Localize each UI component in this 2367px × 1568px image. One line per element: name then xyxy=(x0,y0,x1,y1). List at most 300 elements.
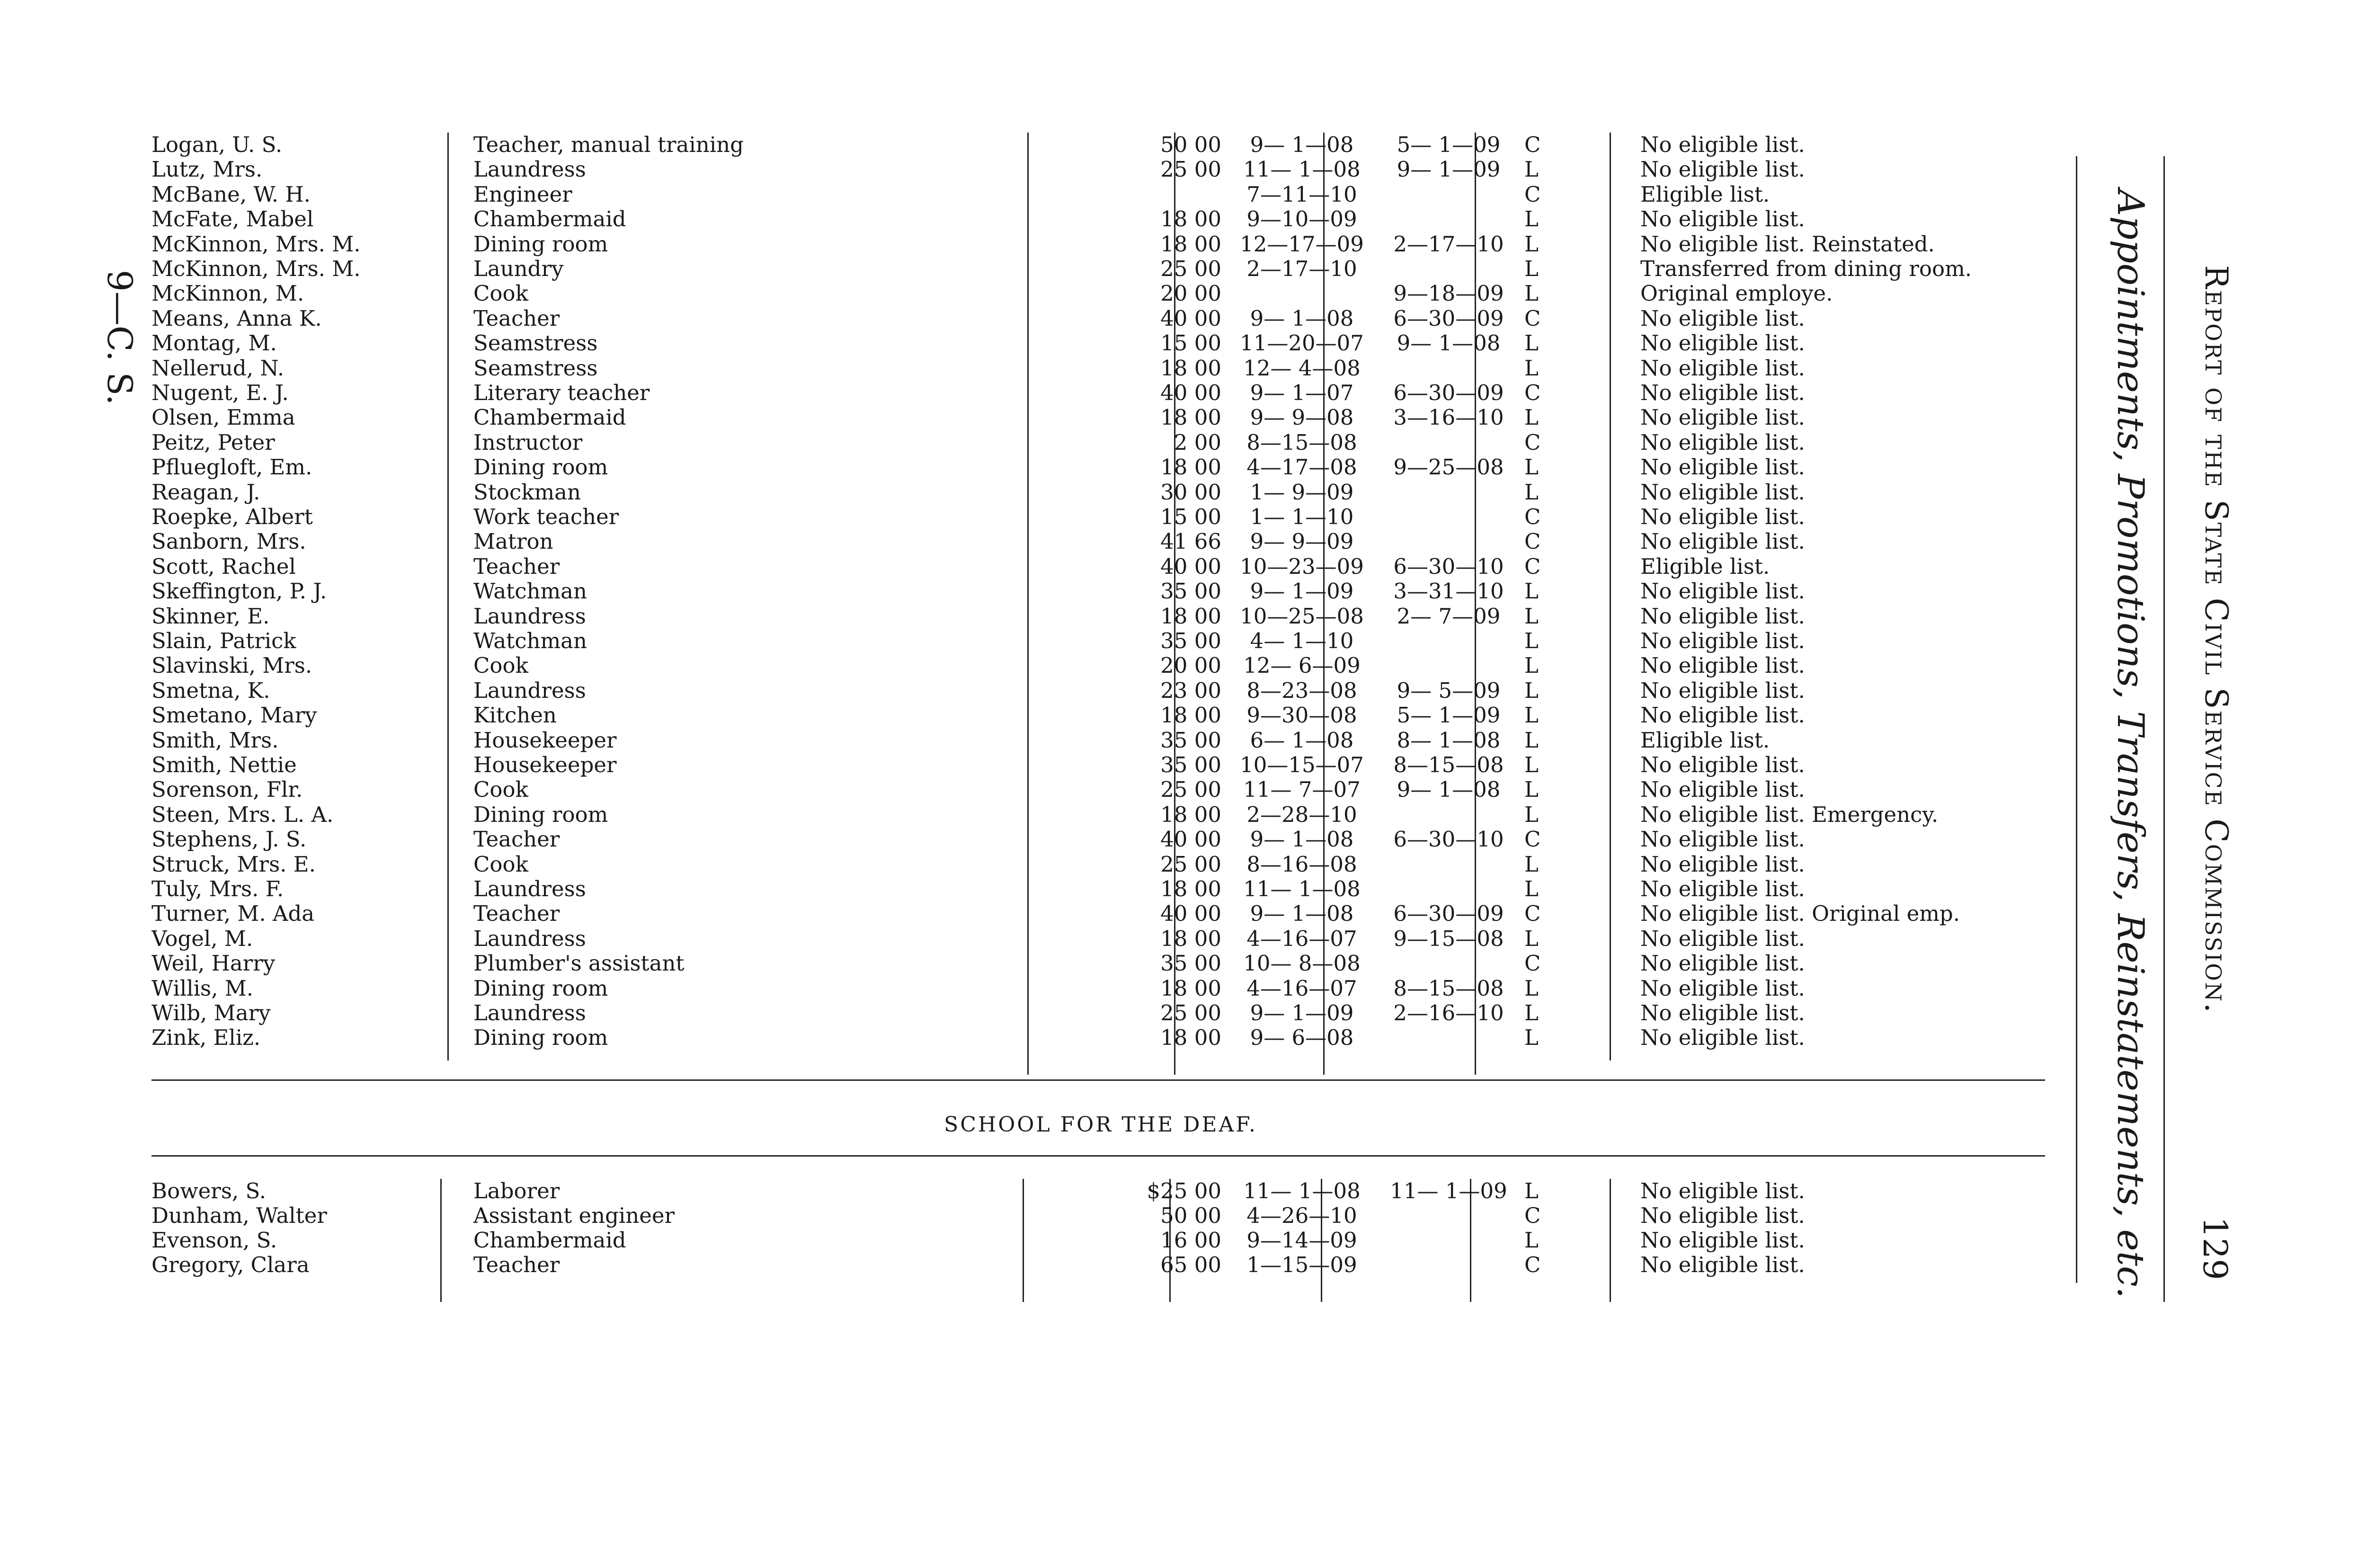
classification: C xyxy=(1524,827,1541,852)
table-row xyxy=(142,604,2059,629)
employee-name: Nellerud, N. xyxy=(151,356,285,381)
employee-name: McFate, Mabel xyxy=(151,207,314,232)
appointment-date: 9— 9—08 xyxy=(1250,405,1354,430)
remark: No eligible list. xyxy=(1640,356,1805,381)
margin-rule xyxy=(2076,156,2077,1283)
position-title: Seamstress xyxy=(473,356,598,381)
employee-name: Lutz, Mrs. xyxy=(151,157,263,182)
salary-amount: 18 00 xyxy=(1160,802,1221,827)
remark: No eligible list. xyxy=(1640,480,1805,505)
salary-amount: 20 00 xyxy=(1160,653,1221,678)
appointment-date: 8—23—08 xyxy=(1246,678,1357,703)
classification: L xyxy=(1524,678,1539,703)
classification: L xyxy=(1524,777,1539,802)
table-row xyxy=(142,529,2059,554)
remark: No eligible list. xyxy=(1640,1228,1805,1253)
appointment-date: 4—26—10 xyxy=(1246,1203,1357,1228)
section-title: SCHOOL FOR THE DEAF. xyxy=(944,1113,1257,1137)
table-row xyxy=(142,207,2059,232)
employee-name: Gregory, Clara xyxy=(151,1253,310,1277)
employee-name: Smetano, Mary xyxy=(151,703,317,728)
table-row xyxy=(142,455,2059,480)
separation-date: 2—16—10 xyxy=(1393,1001,1504,1025)
classification: C xyxy=(1524,505,1541,529)
section-rule xyxy=(151,1155,2045,1157)
classification: L xyxy=(1524,976,1539,1001)
separation-date: 8— 1—08 xyxy=(1397,728,1501,753)
table-row xyxy=(142,827,2059,852)
remark: No eligible list. xyxy=(1640,157,1805,182)
salary-amount: 18 00 xyxy=(1160,604,1221,629)
remark: No eligible list. xyxy=(1640,629,1805,653)
separation-date: 5— 1—09 xyxy=(1397,133,1501,157)
salary-amount: 40 00 xyxy=(1160,827,1221,852)
running-title: Report of the State Civil Service Commission. xyxy=(2198,265,2234,1015)
remark: No eligible list. xyxy=(1640,505,1805,529)
salary-amount: 18 00 xyxy=(1160,1025,1221,1051)
salary-amount: 25 00 xyxy=(1160,852,1221,877)
salary-amount: 18 00 xyxy=(1160,455,1221,480)
separation-date: 9—15—08 xyxy=(1393,926,1504,951)
remark: No eligible list. xyxy=(1640,381,1805,405)
appointment-date: 10— 8—08 xyxy=(1243,951,1361,976)
remark: No eligible list. xyxy=(1640,1001,1805,1025)
employee-name: Struck, Mrs. E. xyxy=(151,852,316,877)
table-row xyxy=(142,579,2059,604)
table-row xyxy=(142,480,2059,505)
position-title: Laundress xyxy=(473,1001,586,1025)
remark: Eligible list. xyxy=(1640,554,1770,579)
separation-date: 3—31—10 xyxy=(1393,579,1504,604)
classification: L xyxy=(1524,331,1539,356)
appointment-date: 11—20—07 xyxy=(1240,331,1364,356)
appointment-date: 9—30—08 xyxy=(1246,703,1357,728)
position-title: Laundress xyxy=(473,678,586,703)
salary-amount: 20 00 xyxy=(1160,281,1221,306)
classification: L xyxy=(1524,1025,1539,1051)
table-row xyxy=(142,852,2059,877)
salary-amount: 18 00 xyxy=(1160,232,1221,257)
separation-date: 3—16—10 xyxy=(1393,405,1504,430)
appointment-date: 4—16—07 xyxy=(1246,976,1357,1001)
classification: C xyxy=(1524,306,1541,331)
appointment-date: 6— 1—08 xyxy=(1250,728,1354,753)
running-subtitle: Appointments, Promotions, Transfers, Reinstatements, etc. xyxy=(2109,189,2152,1299)
salary-amount: 50 00 xyxy=(1160,1203,1221,1228)
position-title: Dining room xyxy=(473,1025,608,1051)
position-title: Cook xyxy=(473,653,528,678)
classification: L xyxy=(1524,579,1539,604)
employee-name: Sanborn, Mrs. xyxy=(151,529,306,554)
classification: L xyxy=(1524,728,1539,753)
classification: C xyxy=(1524,901,1541,927)
position-title: Teacher xyxy=(473,901,560,927)
remark: No eligible list. xyxy=(1640,1203,1805,1228)
position-title: Laundry xyxy=(473,257,564,281)
remark: No eligible list. xyxy=(1640,455,1805,480)
separation-date: 6—30—09 xyxy=(1393,901,1504,927)
appointment-date: 12—17—09 xyxy=(1240,232,1364,257)
employee-name: Turner, M. Ada xyxy=(151,901,315,927)
classification: C xyxy=(1524,1253,1541,1277)
salary-amount: 18 00 xyxy=(1160,976,1221,1001)
salary-amount: 65 00 xyxy=(1160,1253,1221,1277)
classification: L xyxy=(1524,753,1539,777)
position-title: Housekeeper xyxy=(473,728,617,753)
appointment-date: 8—15—08 xyxy=(1246,430,1357,455)
salary-amount: 40 00 xyxy=(1160,901,1221,927)
employee-name: Tuly, Mrs. F. xyxy=(151,877,284,901)
remark: No eligible list. xyxy=(1640,306,1805,331)
separation-date: 8—15—08 xyxy=(1393,753,1504,777)
employee-name: Skinner, E. xyxy=(151,604,270,629)
position-title: Assistant engineer xyxy=(473,1203,675,1228)
table-row xyxy=(142,356,2059,381)
classification: C xyxy=(1524,1203,1541,1228)
table-row xyxy=(142,1253,2059,1277)
salary-amount: $25 00 xyxy=(1147,1179,1221,1203)
remark: No eligible list. xyxy=(1640,207,1805,232)
remark: No eligible list. Emergency. xyxy=(1640,802,1939,827)
employee-name: Skeffington, P. J. xyxy=(151,579,327,604)
appointments-table xyxy=(142,133,2059,1075)
salary-amount: 23 00 xyxy=(1160,678,1221,703)
employee-name: Willis, M. xyxy=(151,976,254,1001)
separation-date: 6—30—10 xyxy=(1393,554,1504,579)
employee-name: Vogel, M. xyxy=(151,926,253,951)
employee-name: McKinnon, M. xyxy=(151,281,304,306)
table-row xyxy=(142,281,2059,306)
employee-name: Bowers, S. xyxy=(151,1179,267,1203)
classification: L xyxy=(1524,1001,1539,1025)
separation-date: 5— 1—09 xyxy=(1397,703,1501,728)
position-title: Dining room xyxy=(473,976,608,1001)
position-title: Teacher, manual training xyxy=(473,133,744,157)
separation-date: 2—17—10 xyxy=(1393,232,1504,257)
classification: L xyxy=(1524,480,1539,505)
table-row xyxy=(142,182,2059,207)
remark: No eligible list. xyxy=(1640,976,1805,1001)
classification: L xyxy=(1524,629,1539,653)
classification: L xyxy=(1524,281,1539,306)
separation-date: 11— 1—09 xyxy=(1390,1179,1507,1203)
table-row xyxy=(142,629,2059,653)
salary-amount: 18 00 xyxy=(1160,207,1221,232)
position-title: Watchman xyxy=(473,629,587,653)
table-row xyxy=(142,777,2059,802)
salary-amount: 40 00 xyxy=(1160,381,1221,405)
position-title: Seamstress xyxy=(473,331,598,356)
appointment-date: 11— 1—08 xyxy=(1243,157,1361,182)
appointment-date: 4— 1—10 xyxy=(1250,629,1354,653)
remark: No eligible list. xyxy=(1640,1025,1805,1051)
classification: L xyxy=(1524,455,1539,480)
employee-name: Steen, Mrs. L. A. xyxy=(151,802,334,827)
salary-amount: 25 00 xyxy=(1160,257,1221,281)
position-title: Teacher xyxy=(473,306,560,331)
employee-name: McKinnon, Mrs. M. xyxy=(151,257,361,281)
position-title: Work teacher xyxy=(473,505,619,529)
table-row xyxy=(142,554,2059,579)
remark: No eligible list. xyxy=(1640,678,1805,703)
remark: No eligible list. xyxy=(1640,827,1805,852)
employee-name: Sorenson, Flr. xyxy=(151,777,303,802)
salary-amount: 18 00 xyxy=(1160,703,1221,728)
table-row xyxy=(142,1179,2059,1203)
employee-name: McKinnon, Mrs. M. xyxy=(151,232,361,257)
position-title: Teacher xyxy=(473,554,560,579)
salary-amount: 41 66 xyxy=(1160,529,1221,554)
appointment-date: 9— 6—08 xyxy=(1250,1025,1354,1051)
employee-name: Roepke, Albert xyxy=(151,505,313,529)
employee-name: Olsen, Emma xyxy=(151,405,295,430)
margin-rule xyxy=(2163,156,2165,1302)
employee-name: Wilb, Mary xyxy=(151,1001,271,1025)
remark: No eligible list. Reinstated. xyxy=(1640,232,1935,257)
remark: Transferred from dining room. xyxy=(1640,257,1972,281)
table-row xyxy=(142,927,2059,951)
classification: L xyxy=(1524,604,1539,629)
appointment-date: 9— 1—08 xyxy=(1250,133,1354,157)
remark: No eligible list. xyxy=(1640,653,1805,678)
table-row xyxy=(142,430,2059,455)
salary-amount: 16 00 xyxy=(1160,1228,1221,1253)
position-title: Dining room xyxy=(473,455,608,480)
remark: No eligible list. xyxy=(1640,331,1805,356)
employee-name: Montag, M. xyxy=(151,331,277,356)
salary-amount: 35 00 xyxy=(1160,728,1221,753)
employee-name: Stephens, J. S. xyxy=(151,827,307,852)
employee-name: Logan, U. S. xyxy=(151,133,283,157)
classification: L xyxy=(1524,356,1539,381)
classification: C xyxy=(1524,951,1541,976)
table-row xyxy=(142,753,2059,777)
salary-amount: 2 00 xyxy=(1174,430,1221,455)
position-title: Stockman xyxy=(473,480,581,505)
remark: No eligible list. xyxy=(1640,529,1805,554)
salary-amount: 25 00 xyxy=(1160,1001,1221,1025)
position-title: Chambermaid xyxy=(473,1228,626,1253)
classification: L xyxy=(1524,653,1539,678)
table-row xyxy=(142,306,2059,331)
position-title: Cook xyxy=(473,281,528,306)
position-title: Laundress xyxy=(473,157,586,182)
remark: No eligible list. Original emp. xyxy=(1640,901,1960,927)
table-row xyxy=(142,951,2059,976)
classification: L xyxy=(1524,157,1539,182)
remark: Eligible list. xyxy=(1640,182,1770,207)
position-title: Housekeeper xyxy=(473,753,617,777)
appointment-date: 1—15—09 xyxy=(1246,1253,1357,1277)
appointment-date: 9— 1—09 xyxy=(1250,1001,1354,1025)
position-title: Dining room xyxy=(473,802,608,827)
remark: No eligible list. xyxy=(1640,1179,1805,1203)
classification: L xyxy=(1524,1228,1539,1253)
appointment-date: 11— 1—08 xyxy=(1243,877,1361,901)
salary-amount: 18 00 xyxy=(1160,926,1221,951)
salary-amount: 18 00 xyxy=(1160,405,1221,430)
table-row xyxy=(142,232,2059,257)
separation-date: 6—30—09 xyxy=(1393,381,1504,405)
appointment-date: 11— 1—08 xyxy=(1243,1179,1361,1203)
position-title: Dining room xyxy=(473,232,608,257)
table-row xyxy=(142,678,2059,703)
remark: Original employe. xyxy=(1640,281,1833,306)
remark: No eligible list. xyxy=(1640,1253,1805,1277)
appointment-date: 12— 4—08 xyxy=(1243,356,1361,381)
position-title: Chambermaid xyxy=(473,405,626,430)
salary-amount: 15 00 xyxy=(1160,331,1221,356)
remark: No eligible list. xyxy=(1640,877,1805,901)
remark: No eligible list. xyxy=(1640,926,1805,951)
appointment-date: 9— 1—08 xyxy=(1250,306,1354,331)
table-row xyxy=(142,133,2059,157)
position-title: Plumber's assistant xyxy=(473,951,685,976)
salary-amount: 35 00 xyxy=(1160,951,1221,976)
salary-amount: 18 00 xyxy=(1160,877,1221,901)
salary-amount: 30 00 xyxy=(1160,480,1221,505)
separation-date: 9— 1—09 xyxy=(1397,157,1501,182)
signature-mark: 9—C. S. xyxy=(100,270,140,405)
separation-date: 8—15—08 xyxy=(1393,976,1504,1001)
salary-amount: 35 00 xyxy=(1160,629,1221,653)
table-row xyxy=(142,1203,2059,1228)
employee-name: McBane, W. H. xyxy=(151,182,311,207)
classification: L xyxy=(1524,877,1539,901)
position-title: Laborer xyxy=(473,1179,560,1203)
employee-name: Weil, Harry xyxy=(151,951,276,976)
appointment-date: 1— 9—09 xyxy=(1250,480,1354,505)
salary-amount: 18 00 xyxy=(1160,356,1221,381)
table-row xyxy=(142,157,2059,182)
position-title: Chambermaid xyxy=(473,207,626,232)
salary-amount: 40 00 xyxy=(1160,306,1221,331)
separation-date: 9—18—09 xyxy=(1393,281,1504,306)
table-row xyxy=(142,877,2059,901)
table-row xyxy=(142,257,2059,281)
appointment-date: 7—11—10 xyxy=(1246,182,1357,207)
appointment-date: 10—25—08 xyxy=(1240,604,1364,629)
separation-date: 9— 1—08 xyxy=(1397,331,1501,356)
position-title: Teacher xyxy=(473,1253,560,1277)
salary-amount: 35 00 xyxy=(1160,753,1221,777)
classification: C xyxy=(1524,182,1541,207)
classification: L xyxy=(1524,1179,1539,1203)
remark: No eligible list. xyxy=(1640,430,1805,455)
salary-amount: 50 00 xyxy=(1160,133,1221,157)
position-title: Engineer xyxy=(473,182,572,207)
remark: No eligible list. xyxy=(1640,405,1805,430)
position-title: Laundress xyxy=(473,877,586,901)
position-title: Instructor xyxy=(473,430,583,455)
employee-name: Scott, Rachel xyxy=(151,554,296,579)
salary-amount: 35 00 xyxy=(1160,579,1221,604)
appointment-date: 12— 6—09 xyxy=(1243,653,1361,678)
separation-date: 2— 7—09 xyxy=(1397,604,1501,629)
separation-date: 9— 5—09 xyxy=(1397,678,1501,703)
separation-date: 9— 1—08 xyxy=(1397,777,1501,802)
appointment-date: 10—23—09 xyxy=(1240,554,1364,579)
employee-name: Smetna, K. xyxy=(151,678,270,703)
employee-name: Smith, Nettie xyxy=(151,753,297,777)
classification: L xyxy=(1524,257,1539,281)
table-row xyxy=(142,405,2059,430)
employee-name: Zink, Eliz. xyxy=(151,1025,261,1051)
classification: C xyxy=(1524,430,1541,455)
position-title: Kitchen xyxy=(473,703,557,728)
classification: L xyxy=(1524,926,1539,951)
table-row xyxy=(142,901,2059,926)
appointment-date: 4—16—07 xyxy=(1246,926,1357,951)
salary-amount: 40 00 xyxy=(1160,554,1221,579)
employee-name: Slavinski, Mrs. xyxy=(151,653,312,678)
position-title: Laundress xyxy=(473,604,586,629)
separation-date: 9—25—08 xyxy=(1393,455,1504,480)
appointment-date: 8—16—08 xyxy=(1246,852,1357,877)
classification: L xyxy=(1524,207,1539,232)
position-title: Laundress xyxy=(473,926,586,951)
remark: No eligible list. xyxy=(1640,703,1805,728)
table-row xyxy=(142,1025,2059,1050)
remark: No eligible list. xyxy=(1640,133,1805,157)
employee-name: Nugent, E. J. xyxy=(151,381,289,405)
classification: L xyxy=(1524,405,1539,430)
appointment-date: 9— 1—07 xyxy=(1250,381,1354,405)
appointment-date: 9—14—09 xyxy=(1246,1228,1357,1253)
classification: L xyxy=(1524,703,1539,728)
table-row xyxy=(142,1228,2059,1253)
classification: C xyxy=(1524,554,1541,579)
section-rule xyxy=(151,1079,2045,1081)
position-title: Literary teacher xyxy=(473,381,650,405)
classification: L xyxy=(1524,802,1539,827)
employee-name: Means, Anna K. xyxy=(151,306,322,331)
remark: Eligible list. xyxy=(1640,728,1770,753)
separation-date: 6—30—10 xyxy=(1393,827,1504,852)
remark: No eligible list. xyxy=(1640,951,1805,976)
appointment-date: 2—17—10 xyxy=(1246,257,1357,281)
employee-name: Pfluegloft, Em. xyxy=(151,455,312,480)
salary-amount: 25 00 xyxy=(1160,157,1221,182)
appointment-date: 1— 1—10 xyxy=(1250,505,1354,529)
employee-name: Reagan, J. xyxy=(151,480,260,505)
appointment-date: 10—15—07 xyxy=(1240,753,1364,777)
remark: No eligible list. xyxy=(1640,579,1805,604)
separation-date: 6—30—09 xyxy=(1393,306,1504,331)
classification: C xyxy=(1524,133,1541,157)
employee-name: Slain, Patrick xyxy=(151,629,296,653)
remark: No eligible list. xyxy=(1640,777,1805,802)
classification: L xyxy=(1524,232,1539,257)
table-row xyxy=(142,381,2059,405)
position-title: Cook xyxy=(473,852,528,877)
position-title: Cook xyxy=(473,777,528,802)
remark: No eligible list. xyxy=(1640,753,1805,777)
position-title: Matron xyxy=(473,529,553,554)
remark: No eligible list. xyxy=(1640,852,1805,877)
position-title: Teacher xyxy=(473,827,560,852)
page-number: 129 xyxy=(2196,1217,2234,1280)
classification: C xyxy=(1524,529,1541,554)
table-row xyxy=(142,802,2059,827)
employee-name: Dunham, Walter xyxy=(151,1203,327,1228)
appointment-date: 9— 1—08 xyxy=(1250,901,1354,927)
employee-name: Peitz, Peter xyxy=(151,430,275,455)
appointment-date: 9— 1—08 xyxy=(1250,827,1354,852)
table-row xyxy=(142,331,2059,356)
salary-amount: 15 00 xyxy=(1160,505,1221,529)
deaf-school-table xyxy=(142,1179,2059,1302)
